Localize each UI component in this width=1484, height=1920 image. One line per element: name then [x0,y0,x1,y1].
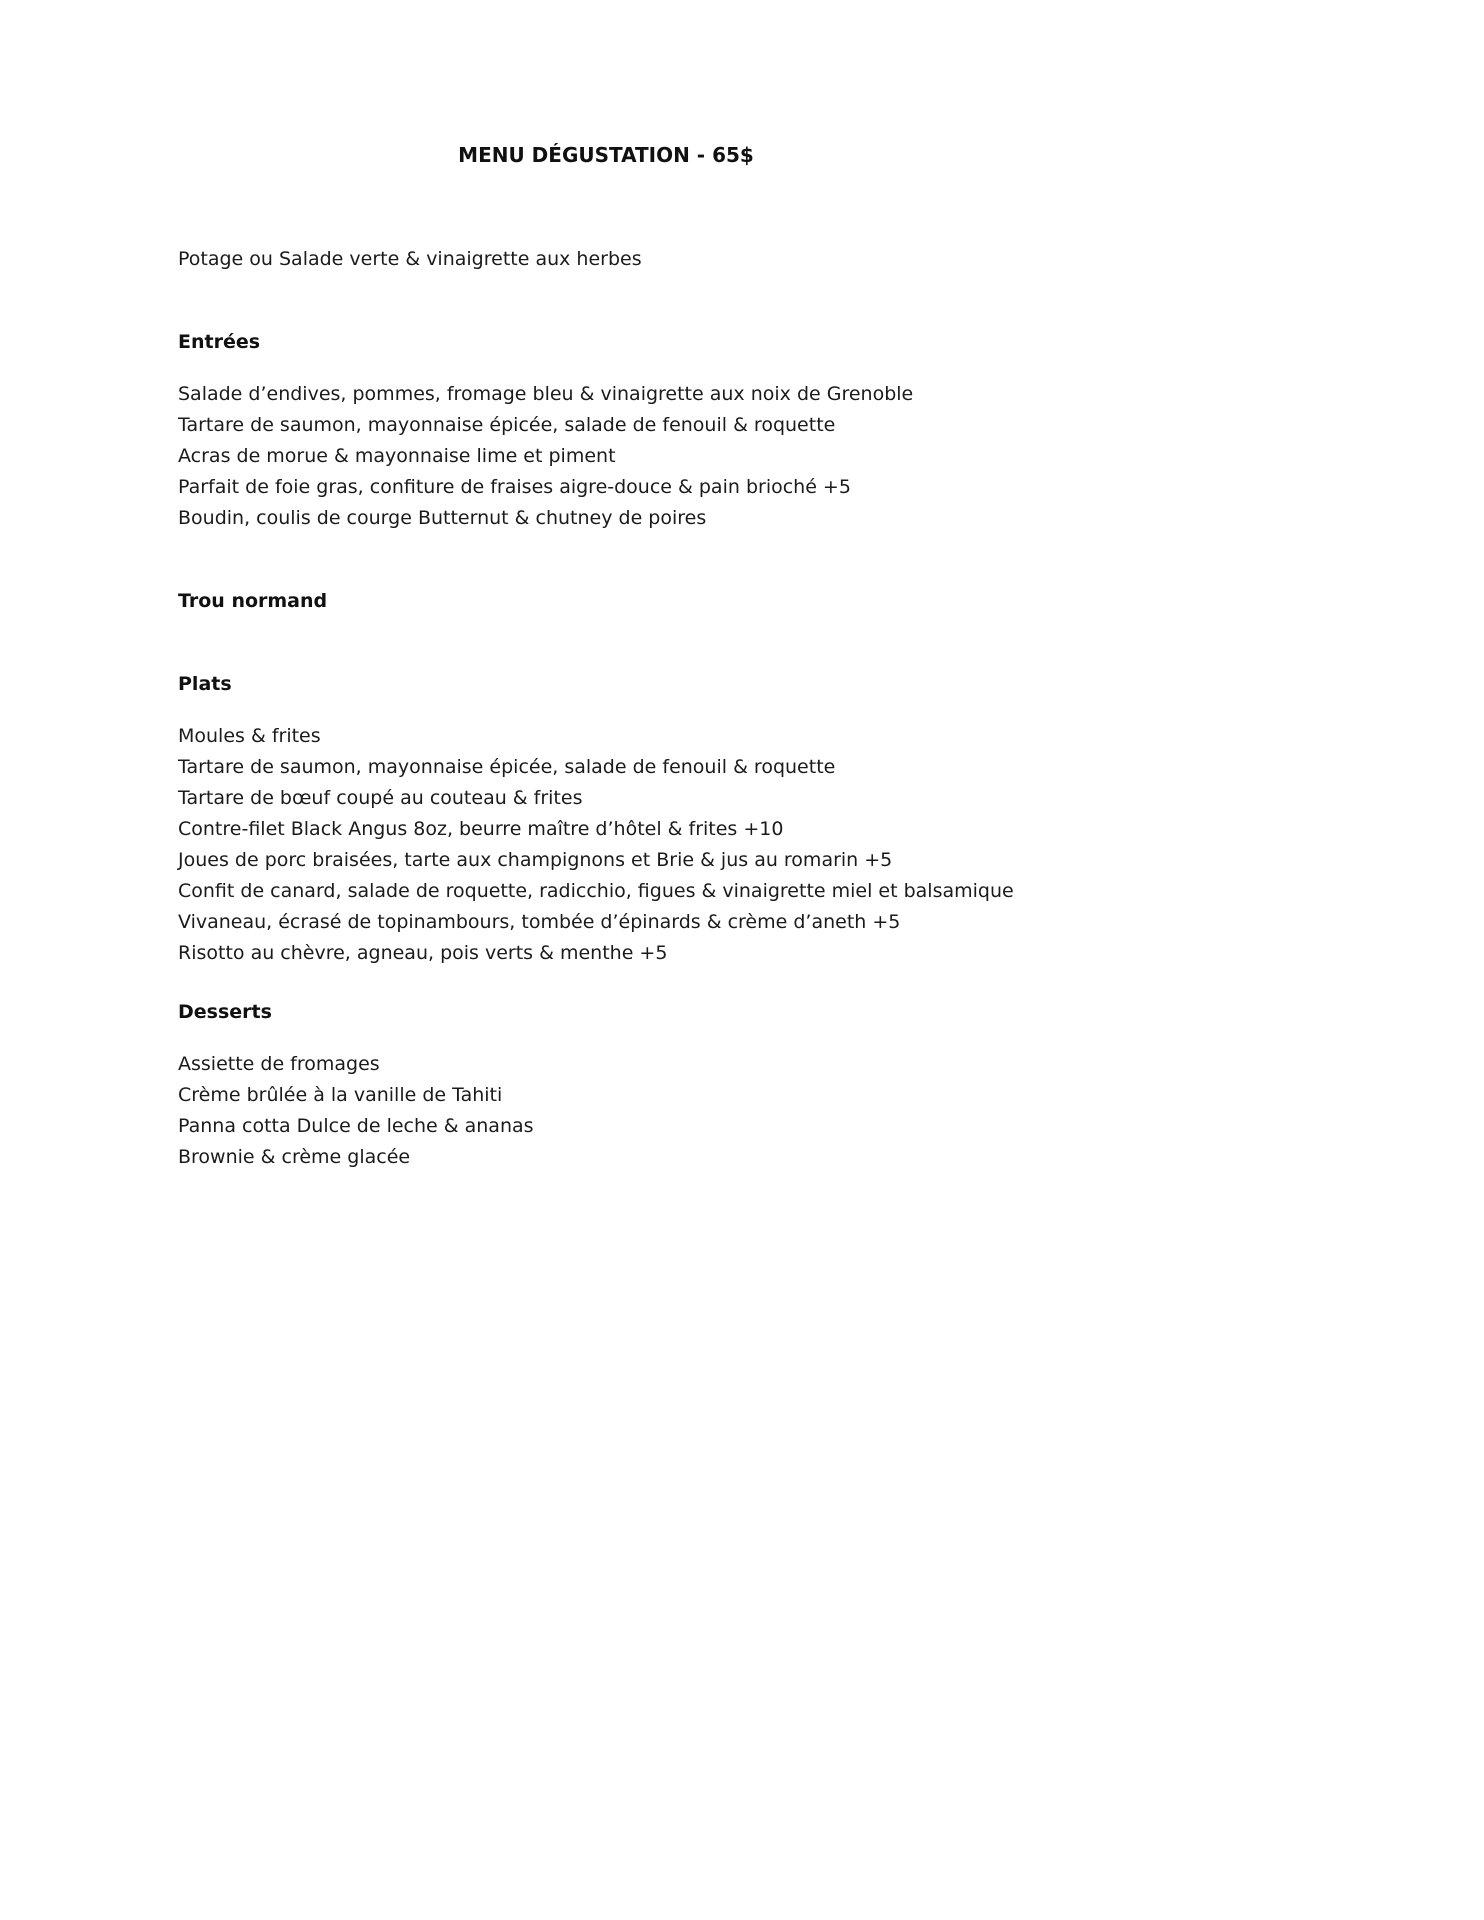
menu-item: Vivaneau, écrasé de topinambours, tombée d’épinards & crème d’aneth +5 [178,911,901,933]
menu-item: Panna cotta Dulce de leche & ananas [178,1115,534,1137]
menu-item: Moules & frites [178,725,321,747]
section-heading-desserts: Desserts [178,1001,272,1023]
menu-item: Tartare de saumon, mayonnaise épicée, salade de fenouil & roquette [178,414,836,436]
menu-item: Salade d’endives, pommes, fromage bleu & vinaigrette aux noix de Grenoble [178,383,914,405]
section-entrees [178,327,1034,534]
menu-item: Parfait de foie gras, confiture de fraises aigre-douce & pain brioché +5 [178,476,851,498]
section-trou-normand [178,586,1034,617]
menu-item: Tartare de bœuf coupé au couteau & frites [178,787,583,809]
section-desserts [178,997,1034,1173]
section-heading-entrees: Entrées [178,331,261,353]
menu-item: Joues de porc braisées, tarte aux champignons et Brie & jus au romarin +5 [178,849,893,871]
menu-item: Brownie & crème glacée [178,1146,411,1168]
menu-item: Boudin, coulis de courge Butternut & chutney de poires [178,507,707,529]
section-heading-plats: Plats [178,673,232,695]
menu-item: Tartare de saumon, mayonnaise épicée, salade de fenouil & roquette [178,756,836,778]
menu-item: Acras de morue & mayonnaise lime et piment [178,445,616,467]
section-heading-trou-normand: Trou normand [178,590,328,612]
menu-item: Contre-filet Black Angus 8oz, beurre maître d’hôtel & frites +10 [178,818,784,840]
menu-item: Assiette de fromages [178,1053,380,1075]
menu-item: Risotto au chèvre, agneau, pois verts & menthe +5 [178,942,668,964]
menu-page [0,0,1034,1173]
menu-item: Confit de canard, salade de roquette, radicchio, figues & vinaigrette miel et balsamique [178,880,1014,902]
menu-item: Crème brûlée à la vanille de Tahiti [178,1084,503,1106]
menu-intro: Potage ou Salade verte & vinaigrette aux herbes [178,248,642,270]
section-plats [178,669,1034,969]
menu-title: MENU DÉGUSTATION - 65$ [458,143,754,167]
